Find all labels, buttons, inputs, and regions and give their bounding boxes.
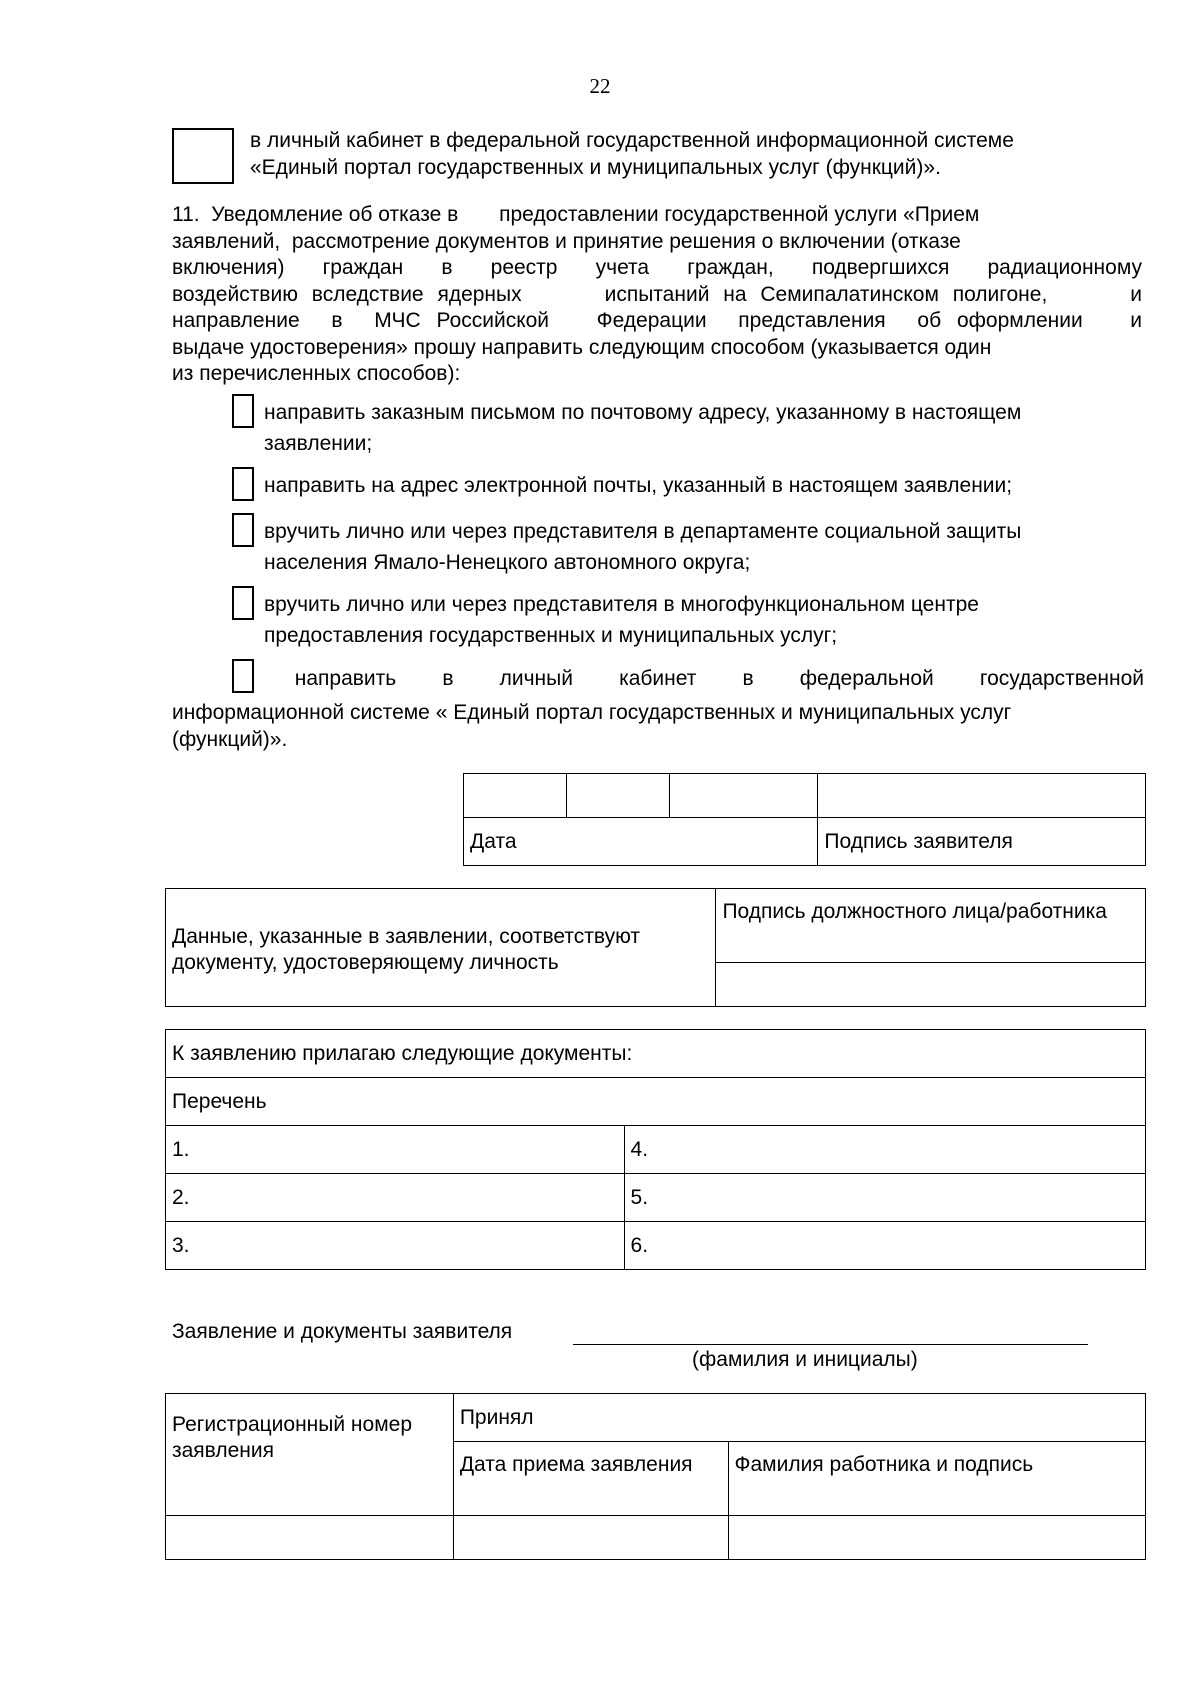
section-11-line: 11. Уведомление об отказе в предоставлении государственной услуги «Прием [172, 203, 980, 226]
option-email [264, 473, 1144, 500]
date-received-cell[interactable] [453, 1516, 728, 1560]
option-line: направить в личный кабинет в федеральной государственной [264, 667, 1144, 690]
option-line: направить заказным письмом по почтовому адресу, указанному в настоящем [264, 401, 1022, 424]
option-line: населения Ямало-Ненецкого автономного округа; [264, 550, 751, 574]
section-11-paragraph [172, 202, 1142, 388]
section-11-line: включения) граждан в реестр учета граждан, подвергшихся радиационному [172, 256, 1142, 279]
date-day-cell[interactable] [464, 774, 567, 818]
documents-header: К заявлению прилагаю следующие документы: [166, 1030, 1146, 1078]
option-line: предоставления государственных и муниципальных услуг; [264, 623, 838, 647]
section-11-line: выдаче удостоверения» прошу направить следующим способом (указывается один [172, 335, 992, 359]
option-personal-account-line1-wrap [264, 666, 1144, 693]
official-signature-label: Подпись должностного лица/работника [716, 889, 1146, 963]
date-month-cell[interactable] [566, 774, 669, 818]
section-11-line: заявлений, рассмотрение документов и принятие решения о включении (отказе [172, 229, 961, 253]
document-item[interactable]: 4. [624, 1126, 1145, 1174]
checkbox-registered-mail[interactable] [232, 394, 254, 428]
option-line: вручить лично или через представителя в многофункциональном центре [264, 593, 979, 616]
option-line: вручить лично или через представителя в департаменте социальной защиты [264, 520, 1022, 543]
verification-text: Данные, указанные в заявлении, соответствуют документу, удостоверяющему личность [166, 889, 716, 1007]
document-item[interactable]: 6. [624, 1222, 1145, 1270]
employee-signature-cell[interactable] [728, 1516, 1145, 1560]
document-item[interactable]: 3. [166, 1222, 625, 1270]
section-11-line: направление в МЧС Российской Федерации представления об оформлении и [172, 309, 1142, 332]
submitter-caption: (фамилия и инициалы) [692, 1348, 918, 1371]
option-line: заявлении; [264, 431, 373, 455]
prev-option-line1: в личный кабинет в федеральной государственной информационной системе [250, 129, 1014, 152]
accepted-label: Принял [453, 1394, 1145, 1442]
section-11-line: воздействию вследствие ядерных испытаний на Семипалатинском полигоне, и [172, 282, 1142, 306]
option-registered-mail [264, 400, 1144, 457]
submitter-name-line[interactable] [573, 1343, 1088, 1345]
date-received-label: Дата приема заявления [453, 1442, 728, 1516]
signature-label: Подпись заявителя [818, 818, 1146, 866]
option-line: информационной системе « Единый портал государственных и муниципальных услуг [172, 701, 1012, 724]
option-line: (функций)». [172, 727, 288, 751]
signature-cell[interactable] [818, 774, 1146, 818]
date-year-cell[interactable] [669, 774, 818, 818]
document-item[interactable]: 1. [166, 1126, 625, 1174]
option-personal-account-rest [172, 700, 1144, 753]
checkbox-email[interactable] [232, 467, 254, 501]
option-mfc [264, 592, 1144, 649]
prev-option-line2: «Единый портал государственных и муниципальных услуг (функций)». [250, 155, 941, 179]
date-label: Дата [464, 818, 818, 866]
date-signature-table [463, 773, 1146, 866]
checkbox-personal-account[interactable] [232, 659, 254, 693]
submitter-label: Заявление и документы заявителя [172, 1320, 513, 1343]
employee-label: Фамилия работника и подпись [728, 1442, 1145, 1516]
document-item[interactable]: 5. [624, 1174, 1145, 1222]
registration-table [165, 1393, 1146, 1560]
page-number: 22 [589, 74, 611, 98]
documents-list-label: Перечень [166, 1078, 1146, 1126]
option-social-department [264, 519, 1144, 576]
checkbox-social-department[interactable] [232, 513, 254, 547]
section-11-line: из перечисленных способов): [172, 362, 461, 385]
registration-number-label: Регистрационный номер заявления [166, 1394, 454, 1516]
checkbox-mfc[interactable] [232, 586, 254, 620]
documents-table [165, 1029, 1146, 1270]
checkbox-personal-account-previous[interactable] [172, 128, 234, 184]
official-signature-cell[interactable] [716, 963, 1146, 1007]
document-item[interactable]: 2. [166, 1174, 625, 1222]
prev-option-text [250, 128, 1150, 181]
option-line: направить на адрес электронной почты, указанный в настоящем заявлении; [264, 474, 1013, 497]
verification-table [165, 888, 1146, 1007]
registration-number-cell[interactable] [166, 1516, 454, 1560]
